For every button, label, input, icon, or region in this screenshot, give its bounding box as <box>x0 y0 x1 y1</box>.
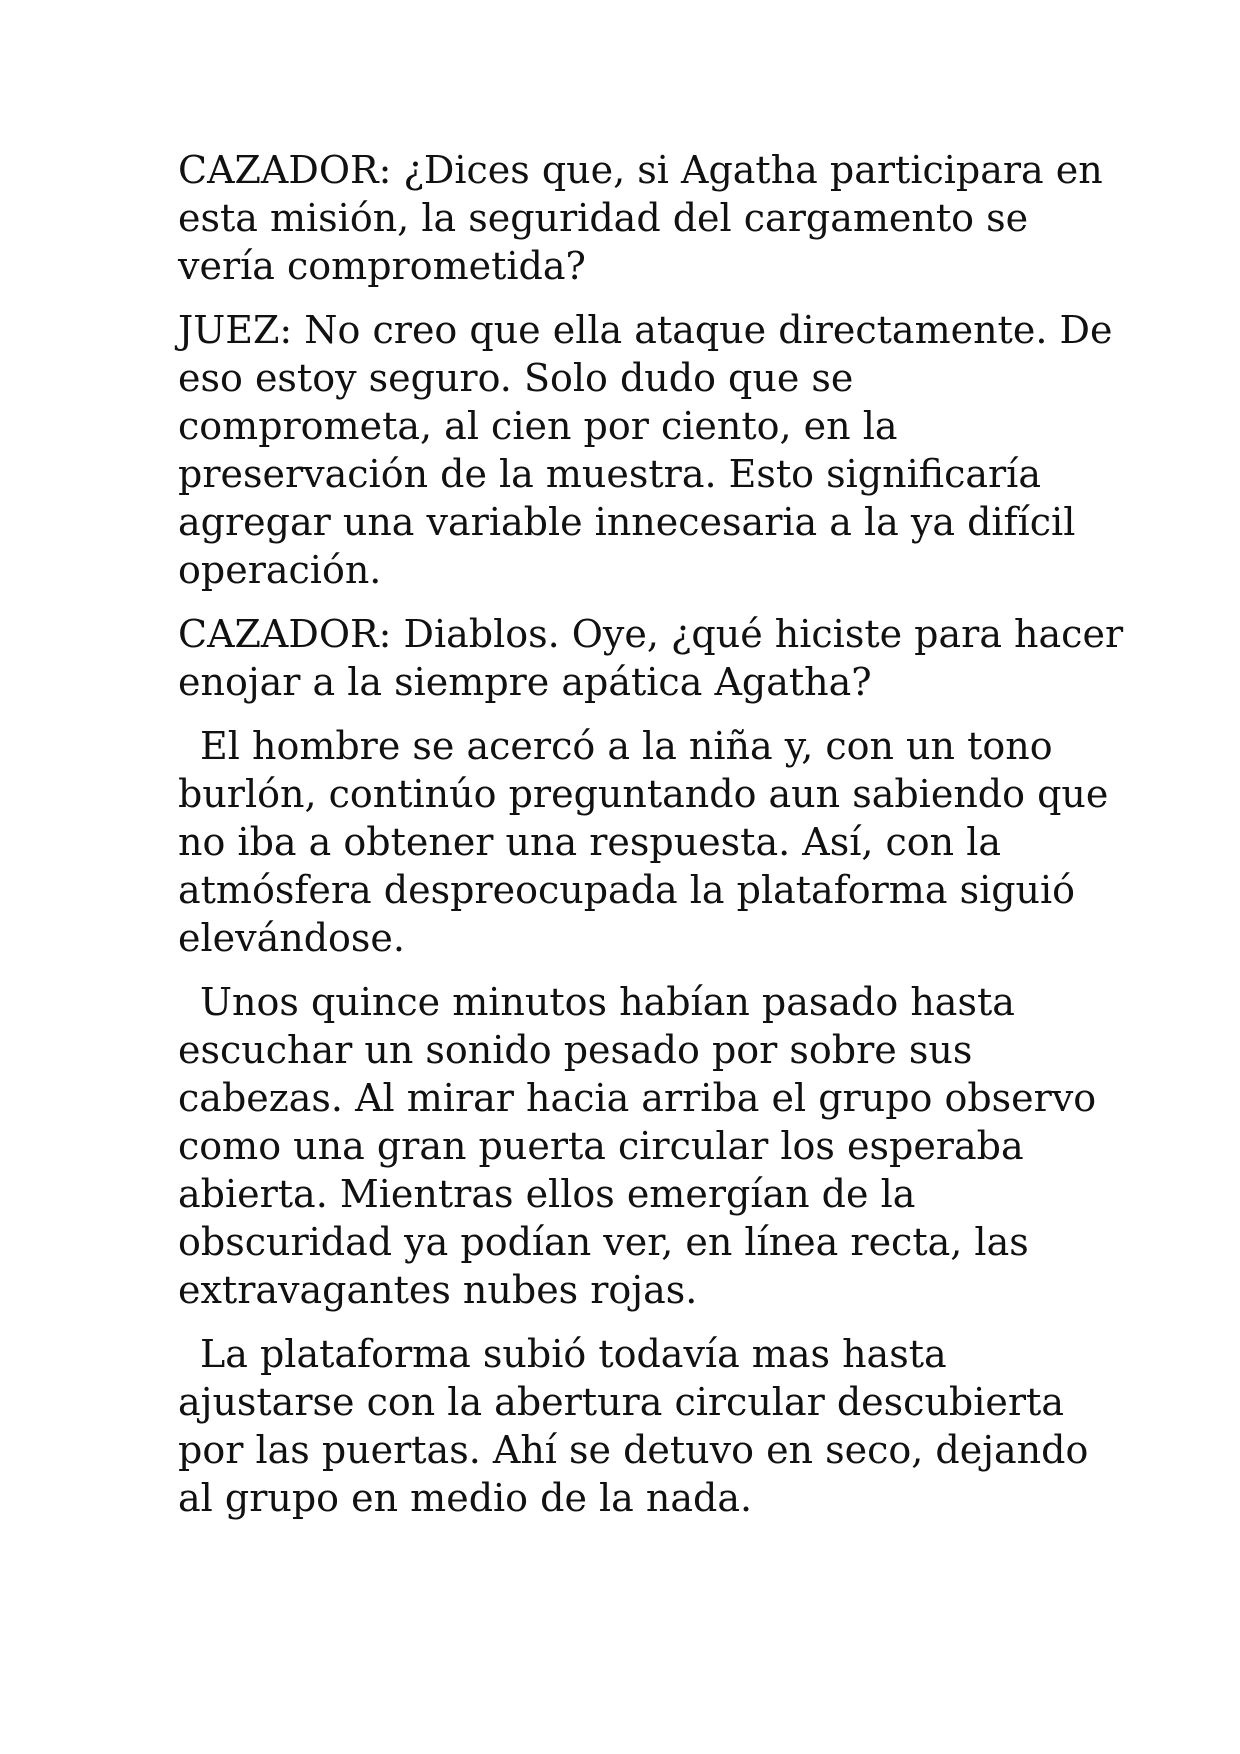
dialogue-paragraph <box>178 610 1124 706</box>
dialogue-paragraph <box>178 146 1103 290</box>
text-line: CAZADOR: ¿Dices que, si Agatha participara en <box>178 148 1103 192</box>
text-line: esta misión, la seguridad del cargamento se <box>178 196 1029 240</box>
text-line: obscuridad ya podían ver, en línea recta, las <box>178 1220 1029 1264</box>
narrative-paragraph <box>178 722 1109 962</box>
narrative-paragraph <box>178 978 1097 1314</box>
dialogue-paragraph <box>178 306 1113 594</box>
text-line: elevándose. <box>178 916 405 960</box>
text-line: JUEZ: No creo que ella ataque directamente. De <box>178 308 1113 352</box>
text-line: Unos quince minutos habían pasado hasta <box>200 980 1015 1024</box>
text-line: como una gran puerta circular los esperaba <box>178 1124 1024 1168</box>
text-line: escuchar un sonido pesado por sobre sus <box>178 1028 973 1072</box>
body-text <box>178 146 1124 1538</box>
text-line: cabezas. Al mirar hacia arriba el grupo observo <box>178 1076 1097 1120</box>
text-line: atmósfera despreocupada la plataforma siguió <box>178 868 1076 912</box>
text-line: al grupo en medio de la nada. <box>178 1476 753 1520</box>
text-line: por las puertas. Ahí se detuvo en seco, dejando <box>178 1428 1089 1472</box>
text-line: CAZADOR: Diablos. Oye, ¿qué hiciste para hacer <box>178 612 1124 656</box>
text-line: burlón, continúo preguntando aun sabiendo que <box>178 772 1109 816</box>
text-line: extravagantes nubes rojas. <box>178 1268 698 1312</box>
text-line: preservación de la muestra. Esto significaría <box>178 452 1041 496</box>
narrative-paragraph <box>178 1330 1089 1522</box>
text-line: ajustarse con la abertura circular descubierta <box>178 1380 1064 1424</box>
text-line: comprometa, al cien por ciento, en la <box>178 404 898 448</box>
text-line: La plataforma subió todavía mas hasta <box>200 1332 947 1376</box>
text-line: enojar a la siempre apática Agatha? <box>178 660 872 704</box>
text-line: abierta. Mientras ellos emergían de la <box>178 1172 916 1216</box>
text-line: no iba a obtener una respuesta. Así, con la <box>178 820 1002 864</box>
text-line: eso estoy seguro. Solo dudo que se <box>178 356 854 400</box>
text-line: El hombre se acercó a la niña y, con un tono <box>200 724 1053 768</box>
text-line: agregar una variable innecesaria a la ya difícil <box>178 500 1076 544</box>
text-line: vería comprometida? <box>178 244 586 288</box>
text-line: operación. <box>178 548 382 592</box>
